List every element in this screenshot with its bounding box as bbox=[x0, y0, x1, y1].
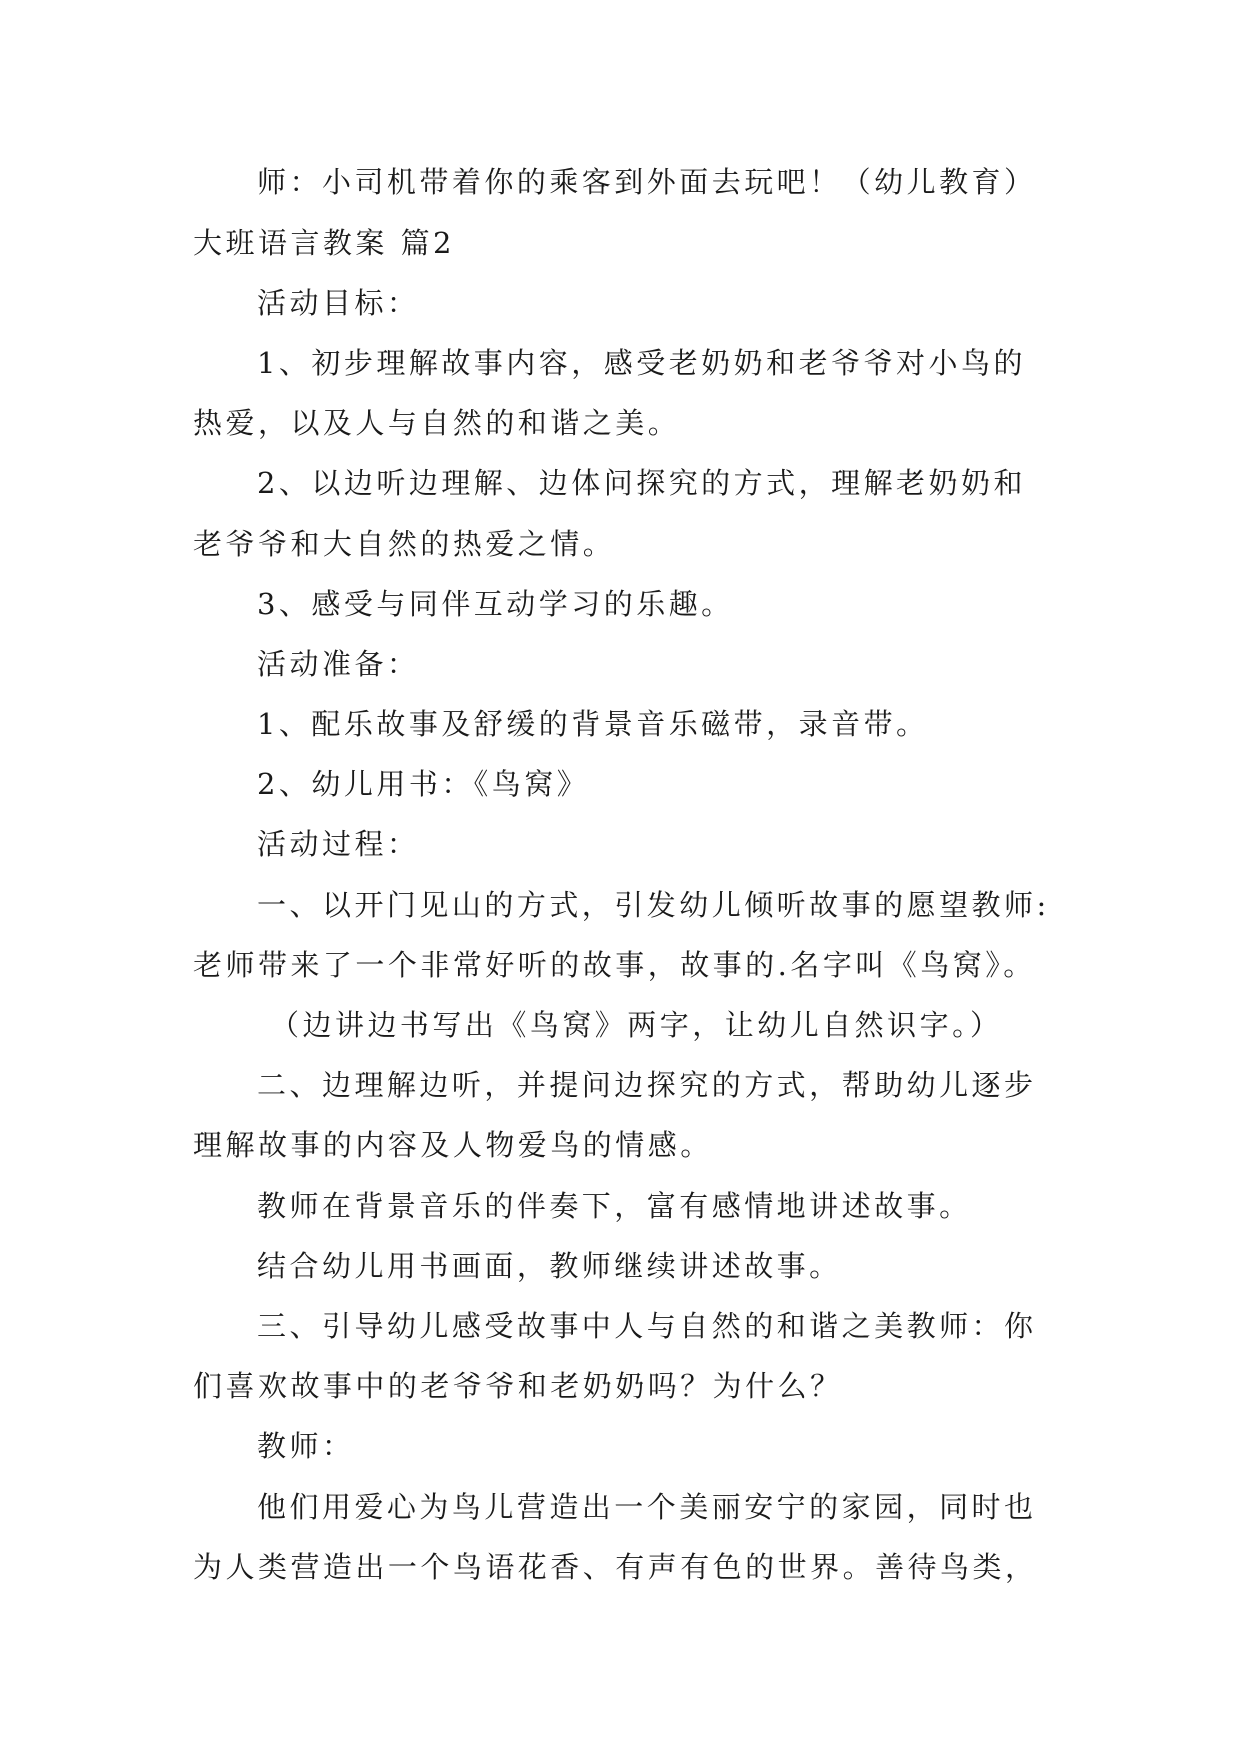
text-line: 结合幼儿用书画面，教师继续讲述故事。 bbox=[257, 1249, 842, 1283]
text-line: 3、感受与同伴互动学习的乐趣。 bbox=[257, 587, 734, 621]
text-line: 1、初步理解故事内容，感受老奶奶和老爷爷对小鸟的 bbox=[257, 346, 1026, 380]
text-line: 活动目标： bbox=[257, 286, 420, 320]
text-line: 活动准备： bbox=[257, 647, 420, 681]
text-line: 们喜欢故事中的老爷爷和老奶奶吗？为什么？ bbox=[193, 1369, 843, 1403]
text-line: 一、以开门见山的方式，引发幼儿倾听故事的愿望教师: bbox=[257, 888, 1050, 922]
text-line: 师：小司机带着你的乘客到外面去玩吧！（幼儿教育） bbox=[257, 165, 1037, 199]
text-line: 为人类营造出一个鸟语花香、有声有色的世界。善待鸟类， bbox=[193, 1550, 1038, 1584]
text-line: （边讲边书写出《鸟窝》两字，让幼儿自然识字。） bbox=[270, 1008, 1003, 1042]
text-line: 教师： bbox=[257, 1429, 355, 1463]
text-line: 1、配乐故事及舒缓的背景音乐磁带，录音带。 bbox=[257, 707, 929, 741]
text-line: 二、边理解边听，并提问边探究的方式，帮助幼儿逐步 bbox=[257, 1068, 1037, 1102]
text-line: 热爱，以及人与自然的和谐之美。 bbox=[193, 406, 681, 440]
text-line: 理解故事的内容及人物爱鸟的情感。 bbox=[193, 1128, 713, 1162]
text-line: 老爷爷和大自然的热爱之情。 bbox=[193, 527, 616, 561]
section-heading: 大班语言教案 篇2 bbox=[193, 226, 455, 260]
text-line: 他们用爱心为鸟儿营造出一个美丽安宁的家园，同时也 bbox=[257, 1490, 1037, 1524]
text-line: 2、幼儿用书：《鸟窝》 bbox=[257, 767, 590, 801]
text-line: 2、以边听边理解、边体问探究的方式，理解老奶奶和 bbox=[257, 466, 1026, 500]
text-line: 三、引导幼儿感受故事中人与自然的和谐之美教师：你 bbox=[257, 1309, 1037, 1343]
text-line: 老师带来了一个非常好听的故事，故事的.名字叫《鸟窝》。 bbox=[193, 948, 1036, 982]
text-line: 教师在背景音乐的伴奏下，富有感情地讲述故事。 bbox=[257, 1189, 972, 1223]
text-line: 活动过程： bbox=[257, 827, 420, 861]
